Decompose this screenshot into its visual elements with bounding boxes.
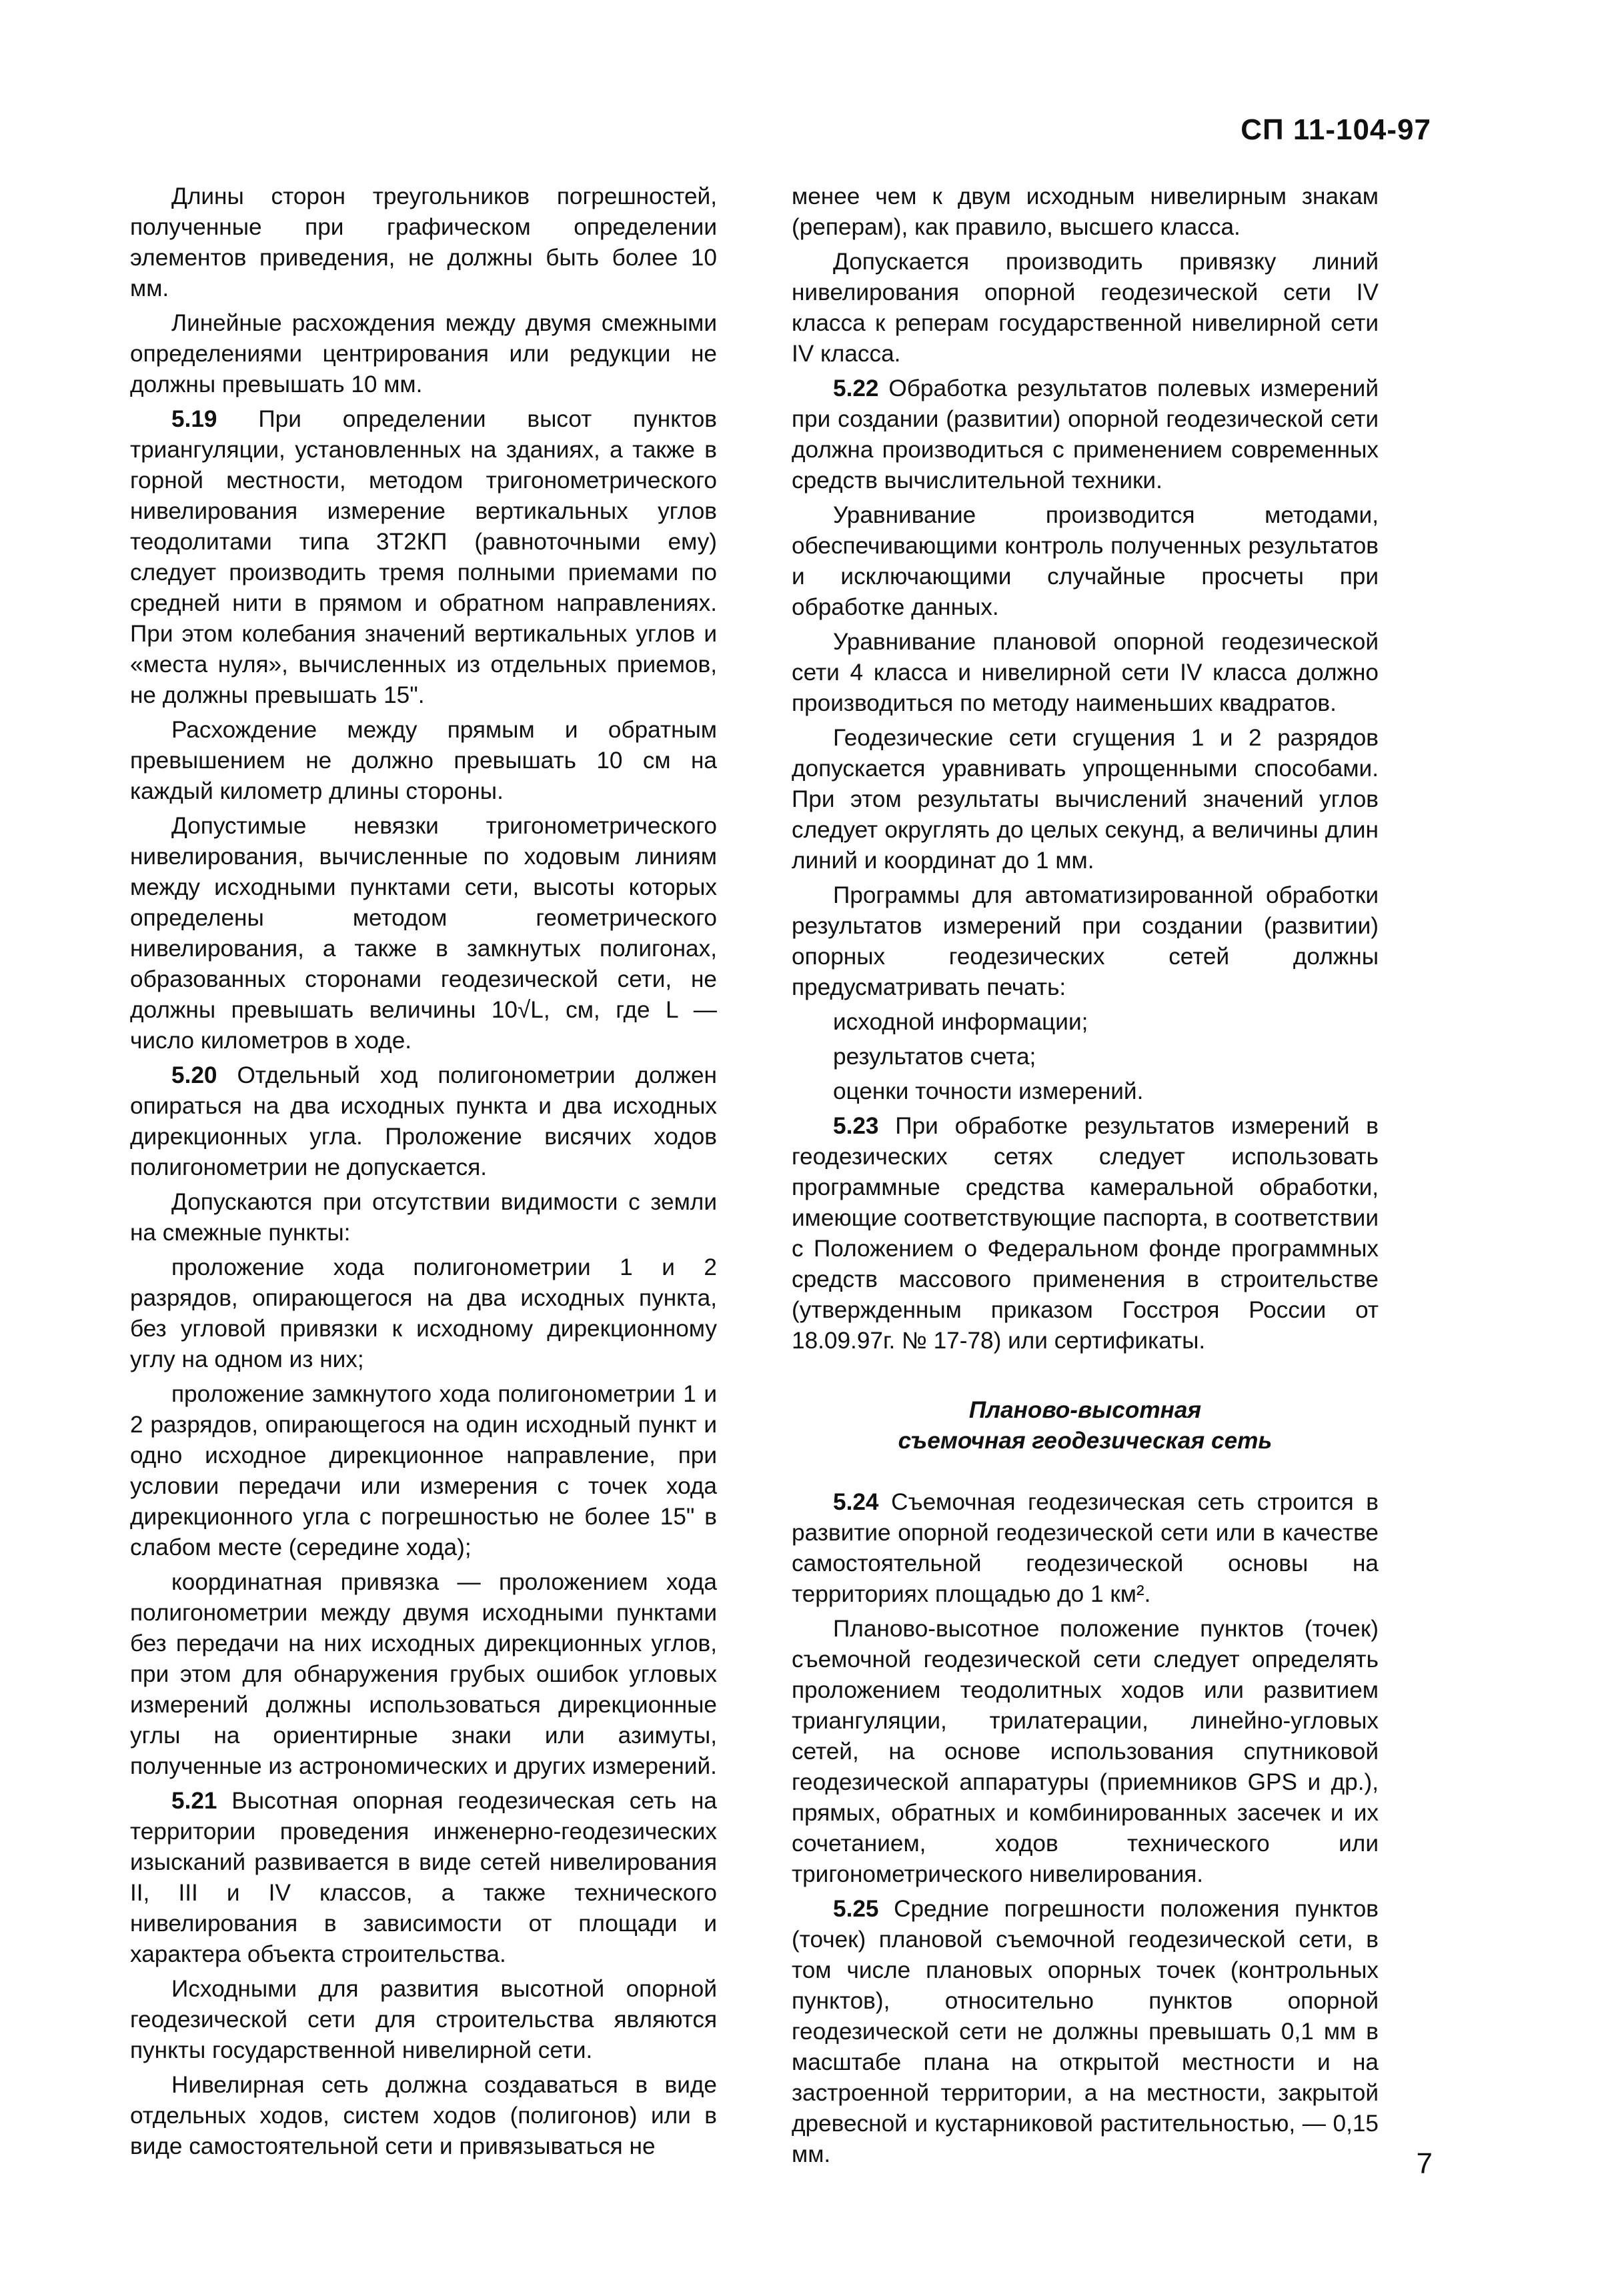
left-column <box>130 181 717 2166</box>
paragraph: Геодезические сети сгущения 1 и 2 разрядов допускается уравнивать упрощенными способами. При этом результаты вычислений значений углов следует округлять до целых секунд, а величины длин линий и координат до 1 мм. <box>792 725 1379 874</box>
paragraph: Допускаются при отсутствии видимости с земли на смежные пункты: <box>130 1189 717 1246</box>
paragraph: Уравнивание плановой опорной геодезической сети 4 класса и нивелирной сети IV класса должно производиться по методу наименьших квадратов. <box>792 629 1379 716</box>
paragraph: Программы для автоматизированной обработки результатов измерений при создании (развитии) опорных геодезических сетей должны предусматривать печать: <box>792 882 1379 1000</box>
paragraph: Линейные расхождения между двумя смежными определениями центрирования или редукции не должны превышать 10 мм. <box>130 310 717 397</box>
paragraph <box>792 1111 1379 1356</box>
paragraph: Допускается производить привязку линий нивелирования опорной геодезической сети IV класса к реперам государственной нивелирной сети IV класса. <box>792 249 1379 367</box>
clause-number: 5.25 <box>833 1896 879 1922</box>
paragraph: Уравнивание производится методами, обеспечивающими контроль полученных результатов и исключающими случайные просчеты при обработке данных. <box>792 502 1379 620</box>
paragraph: Расхождение между прямым и обратным превышением не должно превышать 10 см на каждый километр длины стороны. <box>130 717 717 804</box>
list-item: исходной информации; <box>833 1009 1088 1035</box>
clause-text: Высотная опорная геодезическая сеть на территории проведения инженерно-геодезических изысканий развивается в виде сетей нивелирования II, III и IV классов, а также технического нивелирования в зависимости от площади и характера объекта строительства. <box>130 1788 717 1967</box>
clause-number: 5.23 <box>833 1113 879 1139</box>
clause-text: При определении высот пунктов триангуляции, установленных на зданиях, а также в горной местности, методом тригонометрического нивелирования измерение вертикальных углов теодолитами типа 3Т2КП (равноточными ему) следует производить тремя полными приемами по средней нити в прямом и обратном направлениях. При этом колебания значений вертикальных углов и «места нуля», вычисленных из отдельных приемов, не должны превышать 15". <box>130 406 717 708</box>
paragraph: проложение хода полигонометрии 1 и 2 разрядов, опирающегося на два исходных пункта, без угловой привязки к исходному дирекционному углу на одном из них; <box>130 1254 717 1372</box>
clause-number: 5.21 <box>171 1788 217 1814</box>
paragraph: проложение замкнутого хода полигонометрии 1 и 2 разрядов, опирающегося на один исходный пункт и одно исходное дирекционное направление, при условии передачи или измерения с точек хода дирекционного угла с погрешностью не более 15" в слабом месте (середине хода); <box>130 1381 717 1560</box>
document-code: СП 11-104-97 <box>1241 113 1431 146</box>
clause-text: При обработке результатов измерений в геодезических сетях следует использовать программные средства камеральной обработки, имеющие соответствующие паспорта, в соответствии с Положением о Федеральном фонде программных средств массового применения в строительстве (утвержденным приказом Госстроя России от 18.09.97г. № 17-78) или сертификаты. <box>792 1113 1379 1354</box>
clause-text: Средние погрешности положения пунктов (точек) плановой съемочной геодезической сети, в том числе плановых опорных точек (контрольных пунктов), относительно пунктов опорной геодезической сети не должны превышать 0,1 мм в масштабе плана на открытой местности и на застроенной территории, а на местности, закрытой древесной и кустарниковой растительностью, — 0,15 мм. <box>792 1896 1379 2167</box>
section-heading-line: съемочная геодезическая сеть <box>898 1428 1273 1454</box>
paragraph: менее чем к двум исходным нивелирным знакам (реперам), как правило, высшего класса. <box>792 183 1379 240</box>
clause-number: 5.20 <box>171 1062 217 1088</box>
paragraph: Исходными для развития высотной опорной геодезической сети для строительства являются пункты государственной нивелирной сети. <box>130 1976 717 2063</box>
section-heading-line: Планово-высотная <box>968 1397 1202 1423</box>
paragraph <box>130 1786 717 1970</box>
clause-text: Съемочная геодезическая сеть строится в развитие опорной геодезической сети или в качестве самостоятельной геодезической основы на территориях площадью до 1 км². <box>792 1489 1379 1607</box>
clause-number: 5.19 <box>171 406 217 432</box>
paragraph <box>792 373 1379 496</box>
paragraph: Допустимые невязки тригонометрического нивелирования, вычисленные по ходовым линиям между исходными пунктами сети, высоты которых определены методом геометрического нивелирования, а также в замкнутых полигонах, образованных сторонами геодезической сети, не должны превышать величины 10√L, см, где L — число километров в ходе. <box>130 813 717 1054</box>
paragraph: Нивелирная сеть должна создаваться в виде отдельных ходов, систем ходов (полигонов) или в виде самостоятельной сети и привязываться не <box>130 2072 717 2159</box>
paragraph <box>130 1060 717 1183</box>
clause-text: Отдельный ход полигонометрии должен опираться на два исходных пункта и два исходных дирекционных угла. Проложение висячих ходов полигонометрии не допускается. <box>130 1062 717 1180</box>
paragraph <box>792 1487 1379 1610</box>
paragraph <box>130 404 717 711</box>
list-item: результатов счета; <box>833 1044 1036 1070</box>
list-item: оценки точности измерений. <box>833 1078 1144 1104</box>
section-heading <box>792 1395 1379 1456</box>
clause-number: 5.22 <box>833 375 879 401</box>
paragraph <box>792 1894 1379 2170</box>
right-column <box>792 181 1379 2174</box>
paragraph: Планово-высотное положение пунктов (точек) съемочной геодезической сети следует определять проложением теодолитных ходов или развитием триангуляции, трилатерации, линейно-угловых сетей, на основе использования спутниковой геодезической аппаратуры (приемников GPS и др.), прямых, обратных и комбинированных засечек и их сочетанием, ходов технического или тригонометрического нивелирования. <box>792 1616 1379 1887</box>
paragraph: координатная привязка — проложением хода полигонометрии между двумя исходными пунктами без передачи на них исходных дирекционных углов, при этом для обнаружения грубых ошибок угловых измерений должны использоваться дирекционные углы на ориентирные знаки или азимуты, полученные из астрономических и других измерений. <box>130 1569 717 1779</box>
clause-text: Обработка результатов полевых измерений при создании (развитии) опорной геодезической сети должна производиться с применением современных средств вычислительной техники. <box>792 375 1379 493</box>
page-number: 7 <box>1416 2147 1433 2180</box>
paragraph: Длины сторон треугольников погрешностей, полученные при графическом определении элементов приведения, не должны быть более 10 мм. <box>130 183 717 301</box>
clause-number: 5.24 <box>833 1489 879 1515</box>
